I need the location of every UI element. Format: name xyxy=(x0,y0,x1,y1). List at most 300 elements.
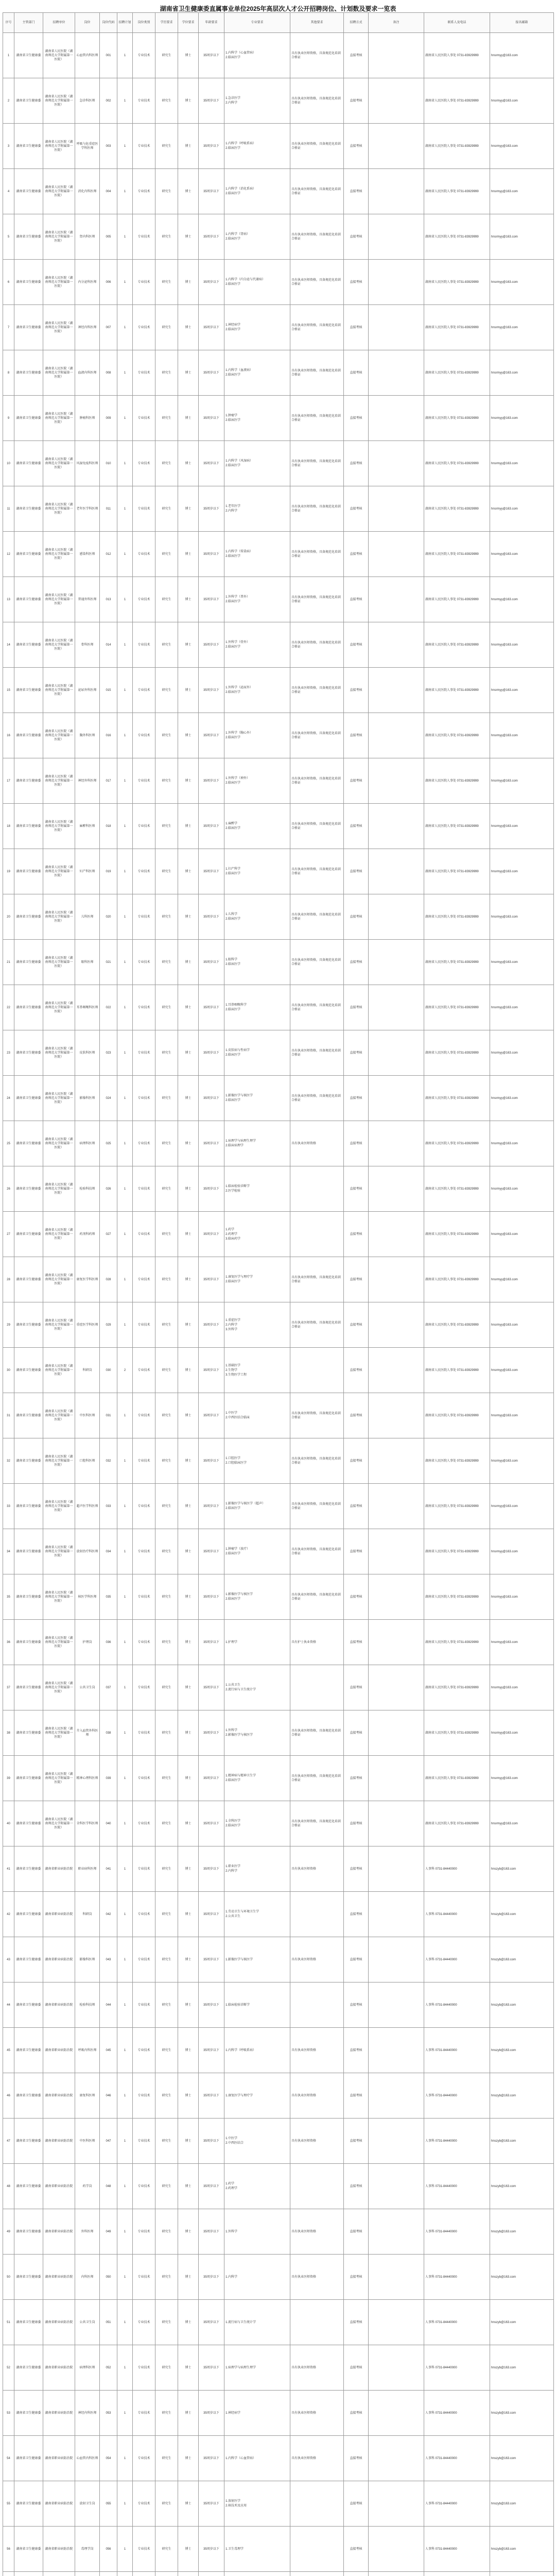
column-header: 招聘方式 xyxy=(344,13,369,33)
cell-method: 直接考核 xyxy=(344,2481,369,2527)
cell-email: hnszyb@163.com xyxy=(490,1892,554,1937)
major-item: 3.临床药学 xyxy=(225,1237,241,1241)
cell-other: 具有执业医师资格，具备规范化培训合格证 xyxy=(290,350,344,396)
cell-other: 具有执业医师资格 xyxy=(290,1121,344,1166)
cell-contact: 湖南省人民医院人事处 0731-83929999 xyxy=(424,1076,490,1121)
table-row xyxy=(3,78,554,124)
cell-unit: 湖南省人民医院（湖南师范大学附属第一医院） xyxy=(43,1529,75,1574)
major-item: 1.护理学 xyxy=(225,1640,238,1644)
cell-contact: 人事科 0731-84440000 xyxy=(424,1982,490,2028)
cell-age: 35周岁以下 xyxy=(199,2028,224,2073)
cell-unit: 湖南省职业病防治院 xyxy=(43,1846,75,1892)
cell-email: hnsrmyy@163.com xyxy=(490,486,554,532)
cell-email: hnszyb@163.com xyxy=(490,1937,554,1982)
cell-edu: 研究生 xyxy=(155,1937,178,1982)
cell-degree: 博士 xyxy=(178,2300,199,2345)
cell-dept: 湖南省卫生健康委 xyxy=(14,1438,43,1484)
cell-remark xyxy=(369,2119,424,2164)
major-item: 2.内科学 xyxy=(225,510,238,513)
cell-post: 老年医学科医师 xyxy=(75,486,100,532)
cell-dept: 湖南省卫生健康委 xyxy=(14,486,43,532)
cell-post: 血液内科医师 xyxy=(75,350,100,396)
cell-post: 影像科医师 xyxy=(75,1937,100,1982)
cell-method: 直接考核 xyxy=(344,1393,369,1438)
cell-age: 35周岁以下 xyxy=(199,2164,224,2209)
cell-contact: 湖南省人民医院人事处 0731-83929999 xyxy=(424,486,490,532)
cell-post: 骨科医师 xyxy=(75,622,100,668)
major-item: 2.医学检验 xyxy=(225,1190,241,1193)
cell-method: 直接考核 xyxy=(344,804,369,849)
column-header: 其他要求 xyxy=(290,13,344,33)
cell-contact: 湖南省人民医院人事处 0731-83929999 xyxy=(424,1665,490,1710)
cell-major xyxy=(224,2345,290,2391)
cell-degree: 博士 xyxy=(178,214,199,260)
cell-degree: 博士 xyxy=(178,350,199,396)
cell-email: hnsrmyy@163.com xyxy=(490,1756,554,1801)
cell-major xyxy=(224,33,290,78)
cell-other xyxy=(290,1212,344,1257)
cell-edu: 研究生 xyxy=(155,1257,178,1302)
cell-major xyxy=(224,1665,290,1710)
cell-other: 具有执业医师资格，具备规范化培训合格证 xyxy=(290,985,344,1030)
cell-unit xyxy=(43,2572,75,2576)
cell-age: 35周岁以下 xyxy=(199,78,224,124)
cell-degree: 博士 xyxy=(178,713,199,758)
cell-age: 35周岁以下 xyxy=(199,2300,224,2345)
cell-major xyxy=(224,2164,290,2209)
cell-edu: 研究生 xyxy=(155,2164,178,2209)
cell-major xyxy=(224,1982,290,2028)
cell-unit: 湖南省职业病防治院 xyxy=(43,2028,75,2073)
cell-dept: 湖南省卫生健康委 xyxy=(14,622,43,668)
cell-edu: 研究生 xyxy=(155,214,178,260)
cell-post: 消化内科医师 xyxy=(75,169,100,214)
cell-contact xyxy=(424,2572,490,2576)
cell-type: 专业技术 xyxy=(133,260,155,305)
major-item: 2.临床医学 xyxy=(225,827,241,830)
cell-email: hnszyb@163.com xyxy=(490,2391,554,2436)
major-item: 1.病理学与病理生理学 xyxy=(225,1140,256,1143)
cell-contact: 湖南省人民医院人事处 0731-83929999 xyxy=(424,78,490,124)
cell-no: 16 xyxy=(3,713,14,758)
cell-email: hnszyb@163.com xyxy=(490,2073,554,2119)
table-row xyxy=(3,1076,554,1121)
cell-method: 直接考核 xyxy=(344,33,369,78)
cell-degree: 博士 xyxy=(178,532,199,577)
cell-dept: 湖南省卫生健康委 xyxy=(14,2345,43,2391)
cell-method: 直接考核 xyxy=(344,1892,369,1937)
major-item: 1.口腔医学 xyxy=(225,1457,241,1460)
cell-major xyxy=(224,2028,290,2073)
cell-major xyxy=(224,1348,290,1393)
cell-other: 具有执业医师资格，具备规范化培训合格证 xyxy=(290,758,344,804)
cell-no: 20 xyxy=(3,894,14,940)
cell-degree: 博士 xyxy=(178,2391,199,2436)
cell-no: 35 xyxy=(3,1574,14,1620)
cell-plan: 1 xyxy=(117,577,133,622)
cell-unit: 湖南省人民医院（湖南师范大学附属第一医院） xyxy=(43,849,75,894)
cell-unit: 湖南省人民医院（湖南师范大学附属第一医院） xyxy=(43,1348,75,1393)
cell-dept: 湖南省卫生健康委 xyxy=(14,2481,43,2527)
cell-code: 042 xyxy=(100,1892,117,1937)
cell-age: 35周岁以下 xyxy=(199,1121,224,1166)
cell-plan: 1 xyxy=(117,1620,133,1665)
cell-dept: 湖南省卫生健康委 xyxy=(14,78,43,124)
cell-unit: 湖南省人民医院（湖南师范大学附属第一医院） xyxy=(43,1076,75,1121)
table-row xyxy=(3,124,554,169)
cell-remark xyxy=(369,713,424,758)
cell-method: 直接考核 xyxy=(344,169,369,214)
cell-type: 专业技术 xyxy=(133,1665,155,1710)
cell-contact: 人事科 0731-84440000 xyxy=(424,1846,490,1892)
cell-plan: 1 xyxy=(117,396,133,441)
cell-age: 35周岁以下 xyxy=(199,1529,224,1574)
cell-code: 029 xyxy=(100,1302,117,1348)
cell-code: 046 xyxy=(100,2073,117,2119)
table-row xyxy=(3,214,554,260)
cell-unit: 湖南省人民医院（湖南师范大学附属第一医院） xyxy=(43,1801,75,1846)
major-item: 1.儿科学 xyxy=(225,913,238,916)
major-item: 2.临床医学 xyxy=(225,646,241,649)
cell-remark xyxy=(369,1846,424,1892)
cell-post: 神经内科医师 xyxy=(75,2391,100,2436)
major-item: 1.康复医学与理疗学 xyxy=(225,1276,253,1279)
cell-edu: 研究生 xyxy=(155,1665,178,1710)
cell-type: 专业技术 xyxy=(133,1212,155,1257)
cell-post: 急诊科医师 xyxy=(75,78,100,124)
table-row xyxy=(3,1484,554,1529)
cell-edu: 研究生 xyxy=(155,33,178,78)
cell-contact: 湖南省人民医院人事处 0731-83929999 xyxy=(424,305,490,350)
cell-email: hnsrmyy@163.com xyxy=(490,1620,554,1665)
cell-major xyxy=(224,260,290,305)
cell-remark xyxy=(369,169,424,214)
cell-email: hnszyb@163.com xyxy=(490,2527,554,2572)
cell-edu: 研究生 xyxy=(155,668,178,713)
major-item: 2.临床医学 xyxy=(225,56,241,59)
table-row xyxy=(3,2028,554,2073)
cell-post: 放射卫生岗 xyxy=(75,2481,100,2527)
cell-edu: 研究生 xyxy=(155,577,178,622)
cell-no: 29 xyxy=(3,1302,14,1348)
cell-method: 直接考核 xyxy=(344,1982,369,2028)
cell-dept: 湖南省卫生健康委 xyxy=(14,1166,43,1212)
major-item: 2.药理学 xyxy=(225,1232,238,1236)
cell-degree: 博士 xyxy=(178,1348,199,1393)
cell-contact: 湖南省人民医院人事处 0731-83929999 xyxy=(424,1302,490,1348)
cell-type: 专业技术 xyxy=(133,2527,155,2572)
cell-age: 35周岁以下 xyxy=(199,1620,224,1665)
major-item: 2.内科学 xyxy=(225,1323,238,1327)
cell-unit: 湖南省人民医院（湖南师范大学附属第一医院） xyxy=(43,940,75,985)
cell-no: 15 xyxy=(3,668,14,713)
cell-remark xyxy=(369,2028,424,2073)
cell-unit: 湖南省人民医院（湖南师范大学附属第一医院） xyxy=(43,1212,75,1257)
cell-unit: 湖南省人民医院（湖南师范大学附属第一医院） xyxy=(43,1710,75,1756)
cell-post: 耳鼻咽喉科医师 xyxy=(75,985,100,1030)
cell-type: 专业技术 xyxy=(133,2119,155,2164)
cell-type: 专业技术 xyxy=(133,1121,155,1166)
cell-plan: 1 xyxy=(117,758,133,804)
cell-other xyxy=(290,1166,344,1212)
table-row xyxy=(3,804,554,849)
cell-edu: 研究生 xyxy=(155,2481,178,2527)
cell-edu: 研究生 xyxy=(155,124,178,169)
cell-edu: 研究生 xyxy=(155,2345,178,2391)
cell-remark xyxy=(369,894,424,940)
cell-contact: 人事科 0731-84440000 xyxy=(424,2209,490,2255)
cell-major xyxy=(224,804,290,849)
cell-edu: 研究生 xyxy=(155,1801,178,1846)
major-item: 2.临床医学 xyxy=(225,1008,241,1011)
table-row xyxy=(3,1393,554,1438)
cell-code: 023 xyxy=(100,1030,117,1076)
cell-type: 专业技术 xyxy=(133,1257,155,1302)
cell-remark xyxy=(369,2527,424,2572)
cell-email: hnszyb@163.com xyxy=(490,2436,554,2481)
major-item: 1.内科学（血液病） xyxy=(225,369,253,372)
cell-remark xyxy=(369,985,424,1030)
cell-other: 具有执业医师资格 xyxy=(290,2028,344,2073)
cell-plan: 1 xyxy=(117,169,133,214)
cell-email: hnszyb@163.com xyxy=(490,2209,554,2255)
cell-contact: 湖南省人民医院人事处 0731-83929999 xyxy=(424,1257,490,1302)
cell-age: 35周岁以下 xyxy=(199,2073,224,2119)
cell-age: 35周岁以下 xyxy=(199,849,224,894)
cell-unit: 湖南省职业病防治院 xyxy=(43,2209,75,2255)
cell-code: 056 xyxy=(100,2527,117,2572)
cell-contact: 湖南省人民医院人事处 0731-83929999 xyxy=(424,260,490,305)
cell-other: 具有执业医师资格，具备规范化培训合格证 xyxy=(290,713,344,758)
cell-edu: 研究生 xyxy=(155,758,178,804)
major-item: 2.核技术及应用 xyxy=(225,2504,247,2507)
cell-no: 54 xyxy=(3,2436,14,2481)
table-row xyxy=(3,1846,554,1892)
cell-dept: 湖南省卫生健康委 xyxy=(14,2436,43,2481)
cell-post: 儿科医师 xyxy=(75,894,100,940)
major-item: 2.临床医学 xyxy=(225,419,241,422)
cell-major xyxy=(224,1620,290,1665)
cell-plan: 1 xyxy=(117,1121,133,1166)
table-row xyxy=(3,1438,554,1484)
table-row xyxy=(3,1212,554,1257)
cell-no: 51 xyxy=(3,2300,14,2345)
cell-post: 康复科医师 xyxy=(75,2073,100,2119)
cell-unit: 湖南省职业病防治院 xyxy=(43,2073,75,2119)
cell-age: 35周岁以下 xyxy=(199,1574,224,1620)
cell-code: 006 xyxy=(100,260,117,305)
major-item: 1.内科学（心血管病） xyxy=(225,2456,256,2460)
cell-dept: 湖南省卫生健康委 xyxy=(14,532,43,577)
cell-plan: 1 xyxy=(117,940,133,985)
cell-other: 具有执业医师资格，具备规范化培训合格证 xyxy=(290,804,344,849)
major-item: 1.内科学（呼吸系病） xyxy=(225,142,256,145)
cell-other: 具有执业医师资格，具备规范化培训合格证 xyxy=(290,894,344,940)
cell-dept: 湖南省卫生健康委 xyxy=(14,804,43,849)
cell-age: 35周岁以下 xyxy=(199,396,224,441)
cell-email: hnsrmyy@163.com xyxy=(490,1076,554,1121)
cell-degree: 博士 xyxy=(178,2209,199,2255)
cell-major xyxy=(224,2436,290,2481)
cell-method: 直接考核 xyxy=(344,2164,369,2209)
cell-remark xyxy=(369,2300,424,2345)
cell-no: 33 xyxy=(3,1484,14,1529)
column-header: 招聘计划 xyxy=(117,13,133,33)
cell-email: hnsrmyy@163.com xyxy=(490,169,554,214)
cell-method: 直接考核 xyxy=(344,1620,369,1665)
cell-type: 专业技术 xyxy=(133,1710,155,1756)
major-item: 2.临床医学 xyxy=(225,691,241,694)
cell-unit: 湖南省人民医院（湖南师范大学附属第一医院） xyxy=(43,486,75,532)
cell-remark xyxy=(369,486,424,532)
cell-unit: 湖南省人民医院（湖南师范大学附属第一医院） xyxy=(43,169,75,214)
column-header: 岗位代码 xyxy=(100,13,117,33)
cell-edu: 研究生 xyxy=(155,1030,178,1076)
cell-type: 专业技术 xyxy=(133,396,155,441)
cell-degree: 博士 xyxy=(178,2481,199,2527)
cell-type xyxy=(133,2572,155,2576)
cell-method: 直接考核 xyxy=(344,2436,369,2481)
cell-edu: 研究生 xyxy=(155,2436,178,2481)
cell-no: 47 xyxy=(3,2119,14,2164)
cell-age: 35周岁以下 xyxy=(199,985,224,1030)
cell-contact: 湖南省人民医院人事处 0731-83929999 xyxy=(424,532,490,577)
cell-dept: 湖南省卫生健康委 xyxy=(14,169,43,214)
cell-other: 具有执业医师资格，具备规范化培训合格证 xyxy=(290,33,344,78)
major-item: 2.中西医结合 xyxy=(225,2142,244,2145)
major-item: 1.麻醉学 xyxy=(225,822,238,825)
cell-other: 具有执业医师资格，具备规范化培训合格证 xyxy=(290,1030,344,1076)
cell-degree: 博士 xyxy=(178,758,199,804)
cell-email: hnsrmyy@163.com xyxy=(490,804,554,849)
cell-contact: 湖南省人民医院人事处 0731-83929999 xyxy=(424,1393,490,1438)
cell-type: 专业技术 xyxy=(133,1846,155,1892)
cell-edu: 研究生 xyxy=(155,1212,178,1257)
cell-post: 公共卫生岗 xyxy=(75,2300,100,2345)
cell-no: 7 xyxy=(3,305,14,350)
cell-dept: 湖南省卫生健康委 xyxy=(14,1030,43,1076)
cell-email: hnsrmyy@163.com xyxy=(490,940,554,985)
major-item: 1.重症医学 xyxy=(225,1318,241,1322)
cell-method: 直接考核 xyxy=(344,2255,369,2300)
cell-remark xyxy=(369,849,424,894)
cell-remark xyxy=(369,1166,424,1212)
cell-type: 专业技术 xyxy=(133,305,155,350)
major-item: 2.临床医学 xyxy=(225,328,241,331)
cell-plan: 1 xyxy=(117,1756,133,1801)
table-row xyxy=(3,2073,554,2119)
cell-major xyxy=(224,668,290,713)
cell-method: 直接考核 xyxy=(344,124,369,169)
cell-email: hnsrmyy@163.com xyxy=(490,758,554,804)
table-row xyxy=(3,1982,554,2028)
cell-degree: 博士 xyxy=(178,1620,199,1665)
major-item: 1.内科学（心血管病） xyxy=(225,52,256,55)
table-body xyxy=(3,33,554,2576)
cell-major xyxy=(224,1937,290,1982)
cell-method: 直接考核 xyxy=(344,2300,369,2345)
cell-dept: 湖南省卫生健康委 xyxy=(14,894,43,940)
cell-plan: 1 xyxy=(117,2164,133,2209)
cell-other: 具有执业医师资格，具备规范化培训合格证 xyxy=(290,305,344,350)
cell-other xyxy=(290,1665,344,1710)
cell-no: 49 xyxy=(3,2209,14,2255)
cell-email: hnsrmyy@163.com xyxy=(490,894,554,940)
table-row xyxy=(3,2209,554,2255)
cell-plan: 1 xyxy=(117,2209,133,2255)
cell-dept: 湖南省卫生健康委 xyxy=(14,2209,43,2255)
major-item: 2.临床医学 xyxy=(225,736,241,739)
cell-remark xyxy=(369,1030,424,1076)
cell-age: 35周岁以下 xyxy=(199,1166,224,1212)
cell-edu: 研究生 xyxy=(155,2028,178,2073)
cell-type: 专业技术 xyxy=(133,33,155,78)
cell-code: 048 xyxy=(100,2164,117,2209)
cell-contact: 湖南省人民医院人事处 0731-83929999 xyxy=(424,577,490,622)
cell-age: 35周岁以下 xyxy=(199,1348,224,1393)
cell-plan: 1 xyxy=(117,2119,133,2164)
cell-method: 直接考核 xyxy=(344,1710,369,1756)
cell-post: 神经外科医师 xyxy=(75,758,100,804)
cell-degree: 博士 xyxy=(178,2028,199,2073)
cell-post: 口腔科医师 xyxy=(75,1438,100,1484)
major-item: 2.内科学 xyxy=(225,101,238,105)
cell-dept: 湖南省卫生健康委 xyxy=(14,1076,43,1121)
cell-major xyxy=(224,940,290,985)
cell-email: hnsrmyy@163.com xyxy=(490,713,554,758)
cell-major xyxy=(224,1302,290,1348)
cell-major xyxy=(224,1846,290,1892)
cell-other: 具有执业医师资格，具备规范化培训合格证 xyxy=(290,1257,344,1302)
major-item: 1.内科学 xyxy=(225,2275,238,2279)
cell-edu: 研究生 xyxy=(155,1076,178,1121)
table-row xyxy=(3,305,554,350)
cell-degree: 博士 xyxy=(178,1257,199,1302)
cell-dept: 湖南省卫生健康委 xyxy=(14,2527,43,2572)
cell-method: 直接考核 xyxy=(344,1484,369,1529)
cell-degree: 博士 xyxy=(178,1710,199,1756)
cell-degree: 博士 xyxy=(178,1892,199,1937)
cell-contact: 湖南省人民医院人事处 0731-83929999 xyxy=(424,1166,490,1212)
cell-remark xyxy=(369,940,424,985)
cell-major xyxy=(224,758,290,804)
cell-age: 35周岁以下 xyxy=(199,804,224,849)
cell-remark xyxy=(369,33,424,78)
cell-dept: 湖南省卫生健康委 xyxy=(14,305,43,350)
cell-post: 重症医学科医师 xyxy=(75,1302,100,1348)
cell-no: 2 xyxy=(3,78,14,124)
cell-type: 专业技术 xyxy=(133,1393,155,1438)
cell-dept: 湖南省卫生健康委 xyxy=(14,33,43,78)
cell-edu: 研究生 xyxy=(155,78,178,124)
cell-age: 35周岁以下 xyxy=(199,1756,224,1801)
cell-unit: 湖南省职业病防治院 xyxy=(43,2481,75,2527)
cell-no: 28 xyxy=(3,1257,14,1302)
cell-type: 专业技术 xyxy=(133,758,155,804)
cell-remark xyxy=(369,2255,424,2300)
cell-type: 专业技术 xyxy=(133,2164,155,2209)
cell-major xyxy=(224,2391,290,2436)
cell-method: 直接考核 xyxy=(344,1846,369,1892)
cell-major xyxy=(224,214,290,260)
cell-edu: 研究生 xyxy=(155,2527,178,2572)
cell-major xyxy=(224,169,290,214)
cell-edu: 研究生 xyxy=(155,441,178,486)
cell-email: hnsrmyy@163.com xyxy=(490,260,554,305)
cell-dept xyxy=(14,2572,43,2576)
cell-edu: 研究生 xyxy=(155,1982,178,2028)
cell-email: hnsrmyy@163.com xyxy=(490,214,554,260)
